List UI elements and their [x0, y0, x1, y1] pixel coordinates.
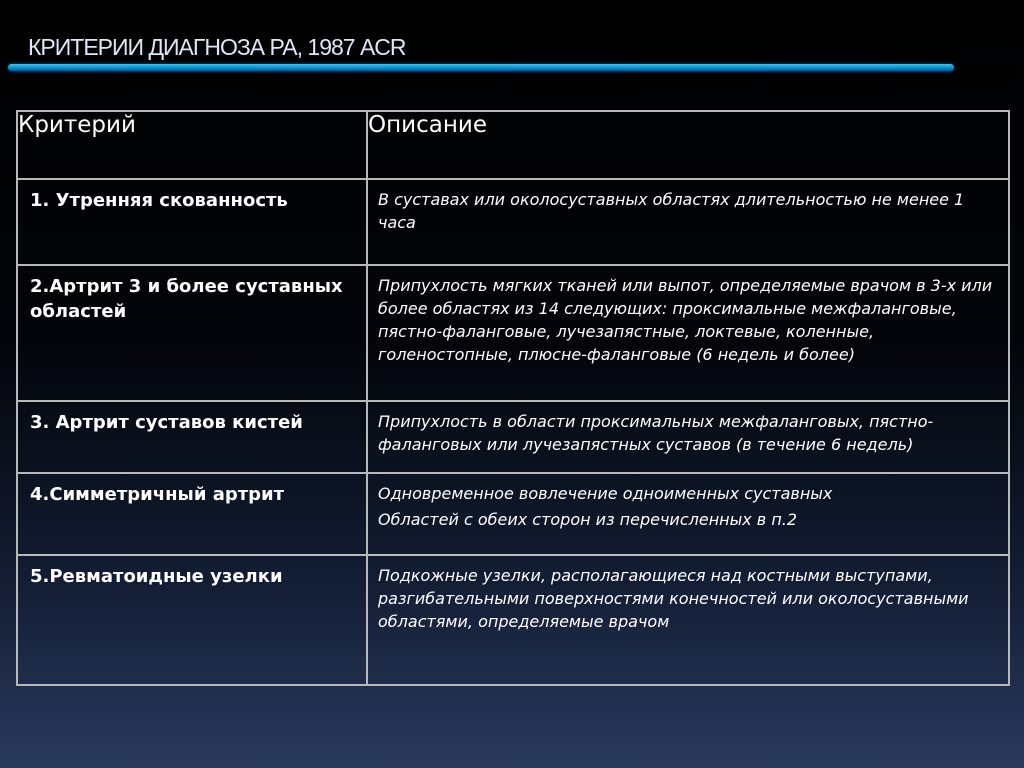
column-header-criterion: Критерий [17, 111, 367, 179]
criterion-cell: 1. Утренняя скованность [17, 179, 367, 265]
description-cell [367, 473, 1009, 555]
title-underline [8, 64, 954, 71]
description-text: Подкожные узелки, располагающиеся над костными выступами, разгибательными поверхностями конечностей или околосуставными областями, определяемые врачом [378, 566, 969, 631]
criterion-cell: 5.Ревматоидные узелки [17, 555, 367, 685]
description-text: Припухлость мягких тканей или выпот, определяемые врачом в 3-х или более областях из 14 следующих: проксимальные межфаланговые, пястно-фаланговые, лучезапястные, локтевые, коленные, голеностопные, плюсне-фаланговые (6 недель и более) [378, 276, 993, 364]
description-text: Областей с обеих сторон из перечисленных в п.2 [378, 510, 798, 529]
description-cell [367, 265, 1009, 401]
table-row [17, 179, 1009, 265]
table-row [17, 265, 1009, 401]
description-text: В суставах или околосуставных областях длительностью не менее 1 часа [378, 190, 965, 232]
criterion-cell: 4.Симметричный артрит [17, 473, 367, 555]
table-row [17, 555, 1009, 685]
slide-title: КРИТЕРИИ ДИАГНОЗА РА, 1987 ACR [28, 34, 406, 60]
description-cell [367, 555, 1009, 685]
criteria-table [16, 110, 1010, 686]
description-cell [367, 179, 1009, 265]
description-cell [367, 401, 1009, 473]
table-row [17, 401, 1009, 473]
description-text: Одновременное вовлечение одноименных суставных [378, 484, 833, 503]
criterion-cell: 2.Артрит 3 и более суставных областей [17, 265, 367, 401]
criterion-cell: 3. Артрит суставов кистей [17, 401, 367, 473]
description-text: Припухлость в области проксимальных межфаланговых, пястно-фаланговых или лучезапястных суставов (в течение 6 недель) [378, 412, 934, 454]
column-header-description: Описание [367, 111, 1009, 179]
table-header-row [17, 111, 1009, 179]
table-row [17, 473, 1009, 555]
